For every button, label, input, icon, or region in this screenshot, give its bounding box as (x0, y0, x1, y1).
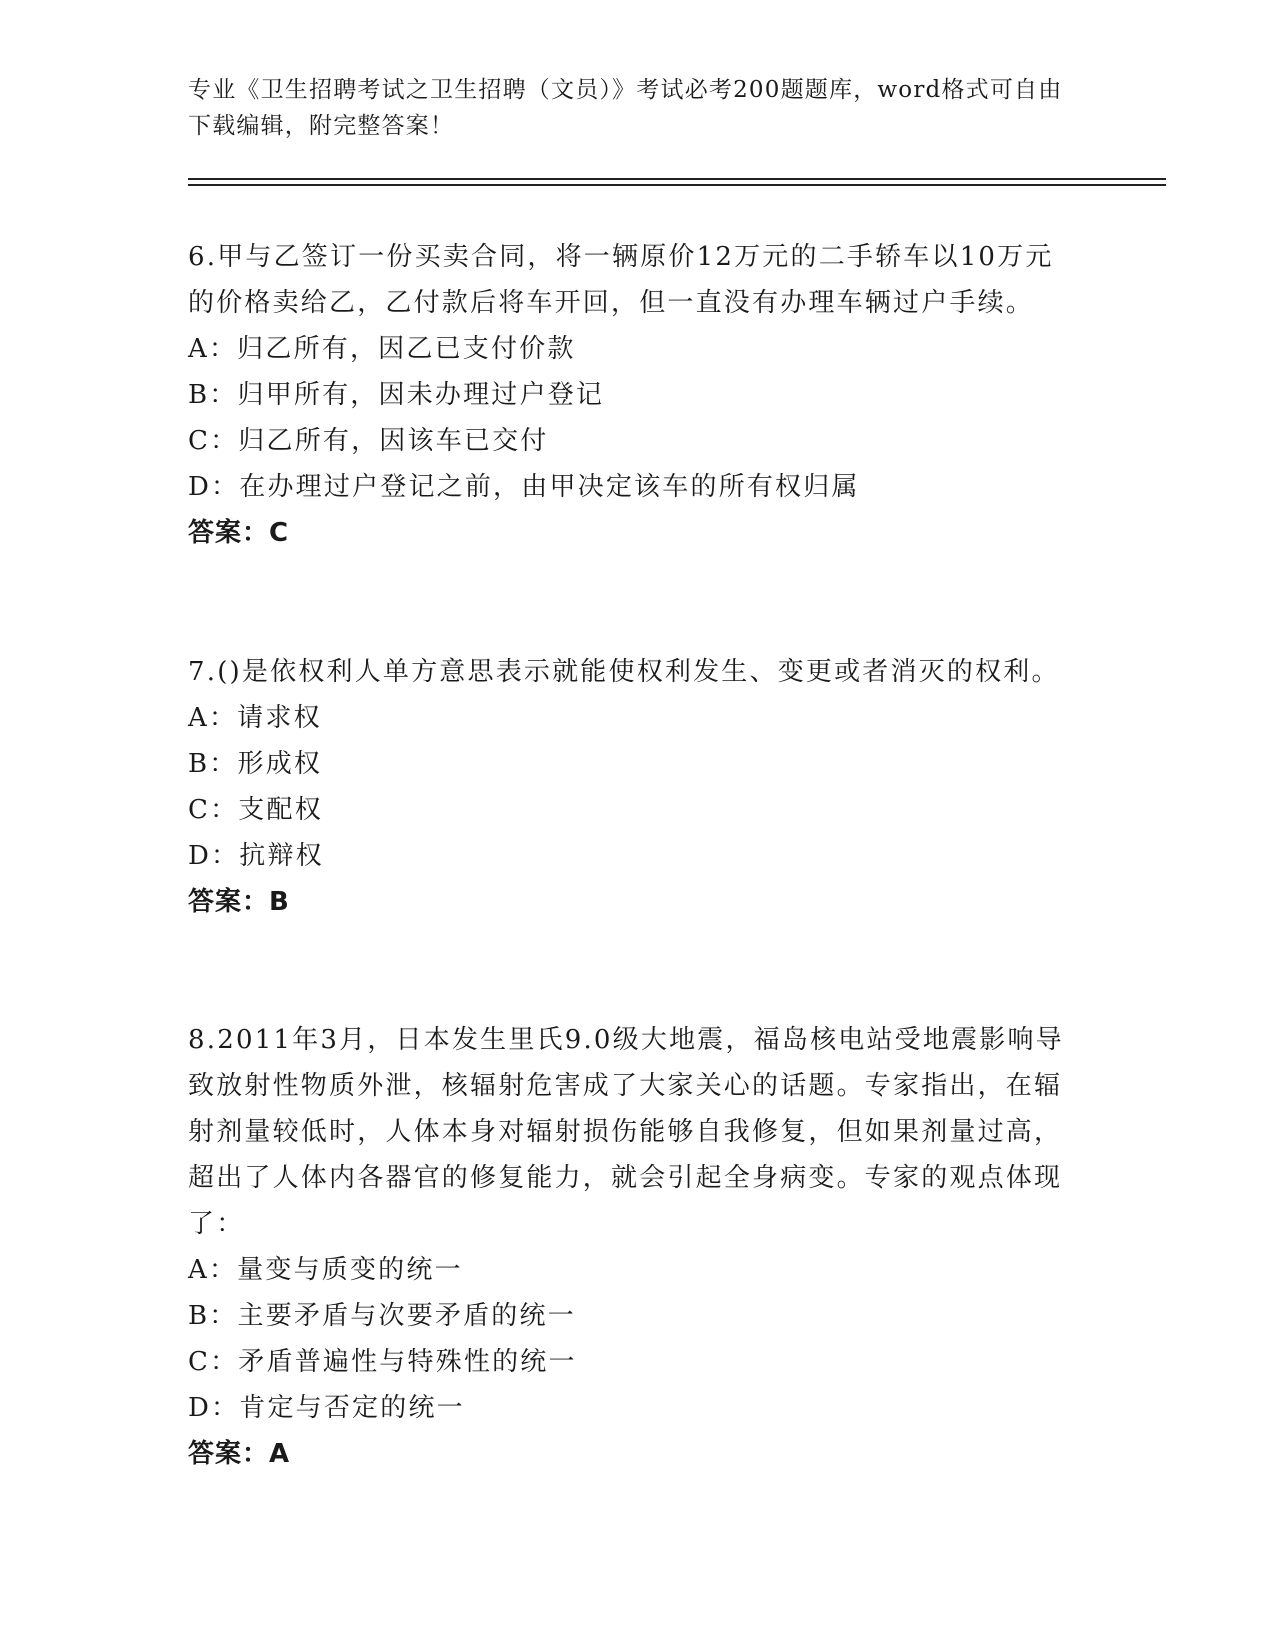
option-a: A：归乙所有，因乙已支付价款 (188, 334, 576, 364)
option-d: D：在办理过户登记之前，由甲决定该车的所有权归属 (188, 472, 860, 502)
question-stem: 7.()是依权利人单方意思表示就能使权利发生、变更或者消灭的权利。 (188, 657, 1060, 687)
option-b: B：归甲所有，因未办理过户登记 (188, 380, 605, 410)
option-c: C：归乙所有，因该车已交付 (188, 426, 549, 456)
option-d: D：抗辩权 (188, 841, 324, 871)
question-stem: 6.甲与乙签订一份买卖合同，将一辆原价12万元的二手轿车以10万元的价格卖给乙，乙付款后将车开回，但一直没有办理车辆过户手续。 (188, 242, 1054, 318)
document-header: 专业《卫生招聘考试之卫生招聘（文员）》考试必考200题题库，word格式可自由下载编辑，附完整答案！ (188, 77, 1063, 139)
option-a: A：量变与质变的统一 (188, 1255, 463, 1285)
option-d: D：肯定与否定的统一 (188, 1393, 465, 1423)
answer: 答案：B (188, 887, 290, 917)
header-divider-bottom (188, 184, 1166, 186)
option-a: A：请求权 (188, 703, 322, 733)
question-8 (188, 1017, 1068, 1477)
option-c: C：矛盾普遍性与特殊性的统一 (188, 1347, 577, 1377)
header-divider-top (188, 178, 1166, 180)
option-c: C：支配权 (188, 795, 323, 825)
answer: 答案：C (188, 518, 290, 548)
answer: 答案：A (188, 1439, 291, 1469)
question-6 (188, 234, 1068, 556)
option-b: B：主要矛盾与次要矛盾的统一 (188, 1301, 576, 1331)
option-b: B：形成权 (188, 749, 323, 779)
question-7 (188, 649, 1068, 925)
question-stem: 8.2011年3月，日本发生里氏9.0级大地震，福岛核电站受地震影响导致放射性物质外泄，核辐射危害成了大家关心的话题。专家指出，在辐射剂量较低时，人体本身对辐射损伤能够自我修复，但如果剂量过高，超出了人体内各器官的修复能力，就会引起全身病变。专家的观点体现了： (188, 1025, 1064, 1239)
